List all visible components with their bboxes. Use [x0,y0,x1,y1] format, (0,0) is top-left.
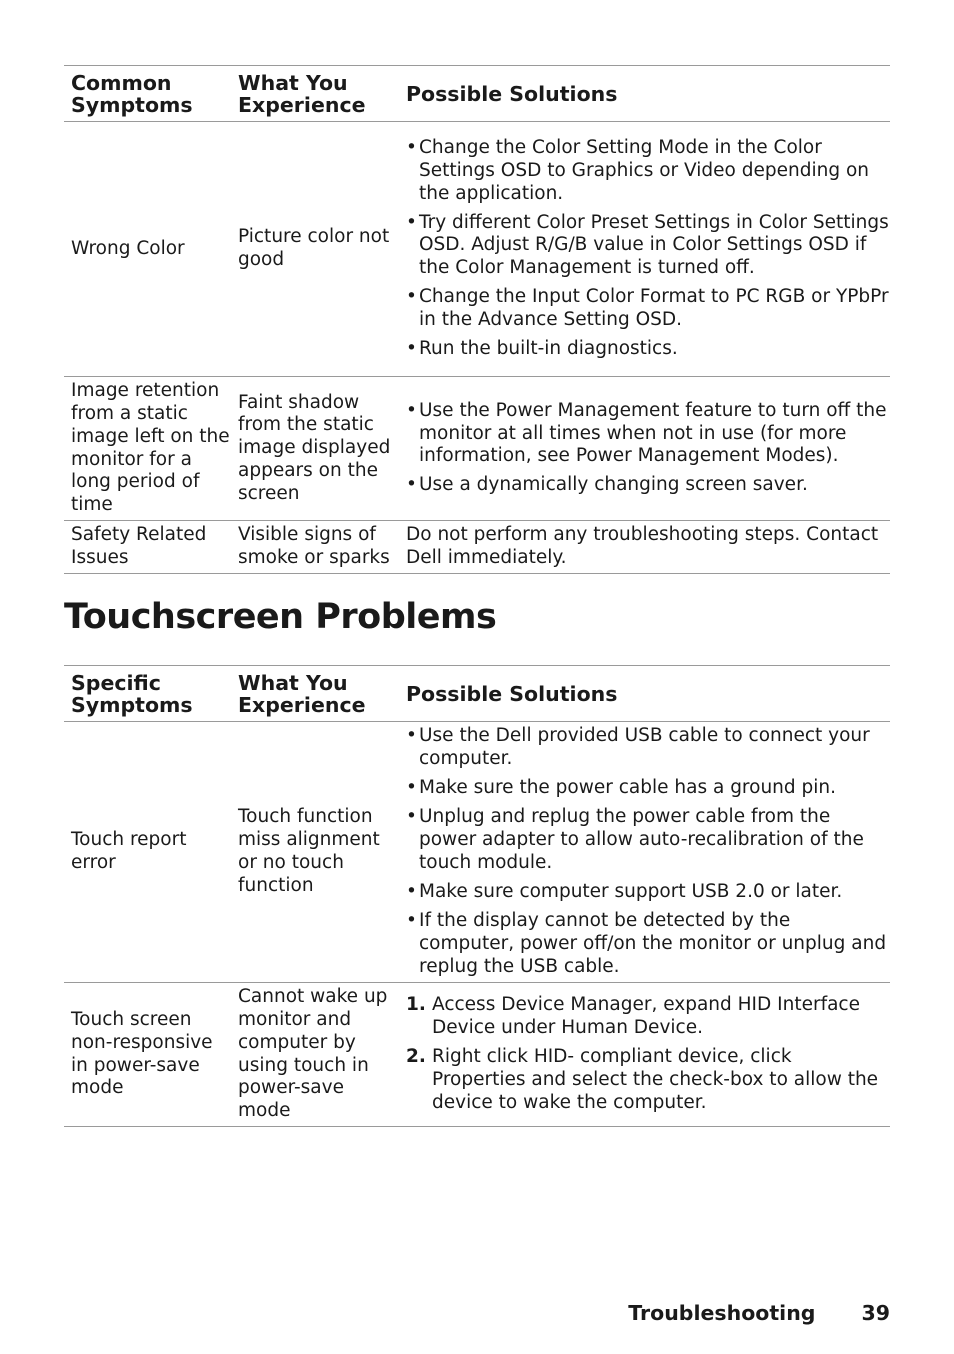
solutions-cell [399,722,890,983]
table-header-row [64,666,890,722]
symptom-cell: Image retention from a static image left on the monitor for a long period of time [71,380,230,516]
solutions-list [406,137,890,361]
footer-section-name: Troubleshooting [628,1301,816,1325]
list-item [406,994,890,1040]
page-content [64,65,890,1127]
list-item: • Use the Dell provided USB cable to connect your computer. [406,725,890,771]
step-text: Right click HID- compliant device, click Properties and select the check-box to allow the device to wake the computer. [432,1046,879,1113]
symptom-cell: Safety Related Issues [71,524,207,568]
page-number: 39 [861,1301,890,1325]
column-header: Common Symptoms [71,70,193,117]
experience-cell: Visible signs of smoke or sparks [238,524,390,568]
column-header: Possible Solutions [406,681,618,706]
table-header-row [64,66,890,122]
page-footer [628,1300,890,1326]
column-header: Possible Solutions [406,81,618,106]
experience-cell: Touch function miss alignment or no touch function [238,806,380,896]
table-row [64,122,890,377]
list-item: • Try different Color Preset Settings in Color Settings OSD. Adjust R/G/B value in Color Settings OSD if the Color Management is turned off. [406,212,890,280]
solutions-cell [399,122,890,377]
list-item: • Use the Power Management feature to turn off the monitor at all times when not in use (for more information, see Power Management Modes). [406,400,890,468]
table-row [64,377,890,521]
list-item: • Unplug and replug the power cable from the power adapter to allow auto-recalibration of the touch module. [406,806,890,874]
list-item: • Make sure the power cable has a ground pin. [406,777,890,800]
column-header: What You Experience [238,670,366,717]
step-number: 2. [406,1046,426,1068]
touchscreen-problems-table [64,665,890,1127]
step-number: 1. [406,994,426,1016]
symptom-cell: Touch report error [71,829,187,873]
table-row [64,983,890,1127]
solutions-cell [399,983,890,1127]
column-header: What You Experience [238,70,366,117]
list-item: • Use a dynamically changing screen saver. [406,474,890,497]
experience-cell: Faint shadow from the static image displayed appears on the screen [238,391,391,504]
list-item: • Run the built-in diagnostics. [406,338,890,361]
solutions-list [406,400,890,497]
list-item: • If the display cannot be detected by the computer, power off/on the monitor or unplug and replug the USB cable. [406,910,890,978]
table-row [64,722,890,983]
experience-cell: Picture color not good [238,226,390,270]
list-item: • Change the Input Color Format to PC RGB or YPbPr in the Advance Setting OSD. [406,286,890,332]
steps-list [406,994,890,1114]
experience-cell: Cannot wake up monitor and computer by using touch in power-save mode [238,986,388,1122]
solutions-list [406,725,890,978]
list-item [406,1046,890,1114]
solutions-cell: Do not perform any troubleshooting steps. Contact Dell immediately. [406,524,879,568]
table-row [64,521,890,574]
column-header: Specific Symptoms [71,670,193,717]
step-text: Access Device Manager, expand HID Interface Device under Human Device. [432,994,860,1039]
list-item: • Make sure computer support USB 2.0 or later. [406,881,890,904]
symptom-cell: Touch screen non-responsive in power-save mode [71,1008,213,1099]
symptom-cell: Wrong Color [71,237,185,259]
common-symptoms-table [64,65,890,574]
list-item: • Change the Color Setting Mode in the Color Settings OSD to Graphics or Video depending on the application. [406,137,890,205]
section-title: Touchscreen Problems [64,597,497,637]
solutions-cell [399,377,890,521]
